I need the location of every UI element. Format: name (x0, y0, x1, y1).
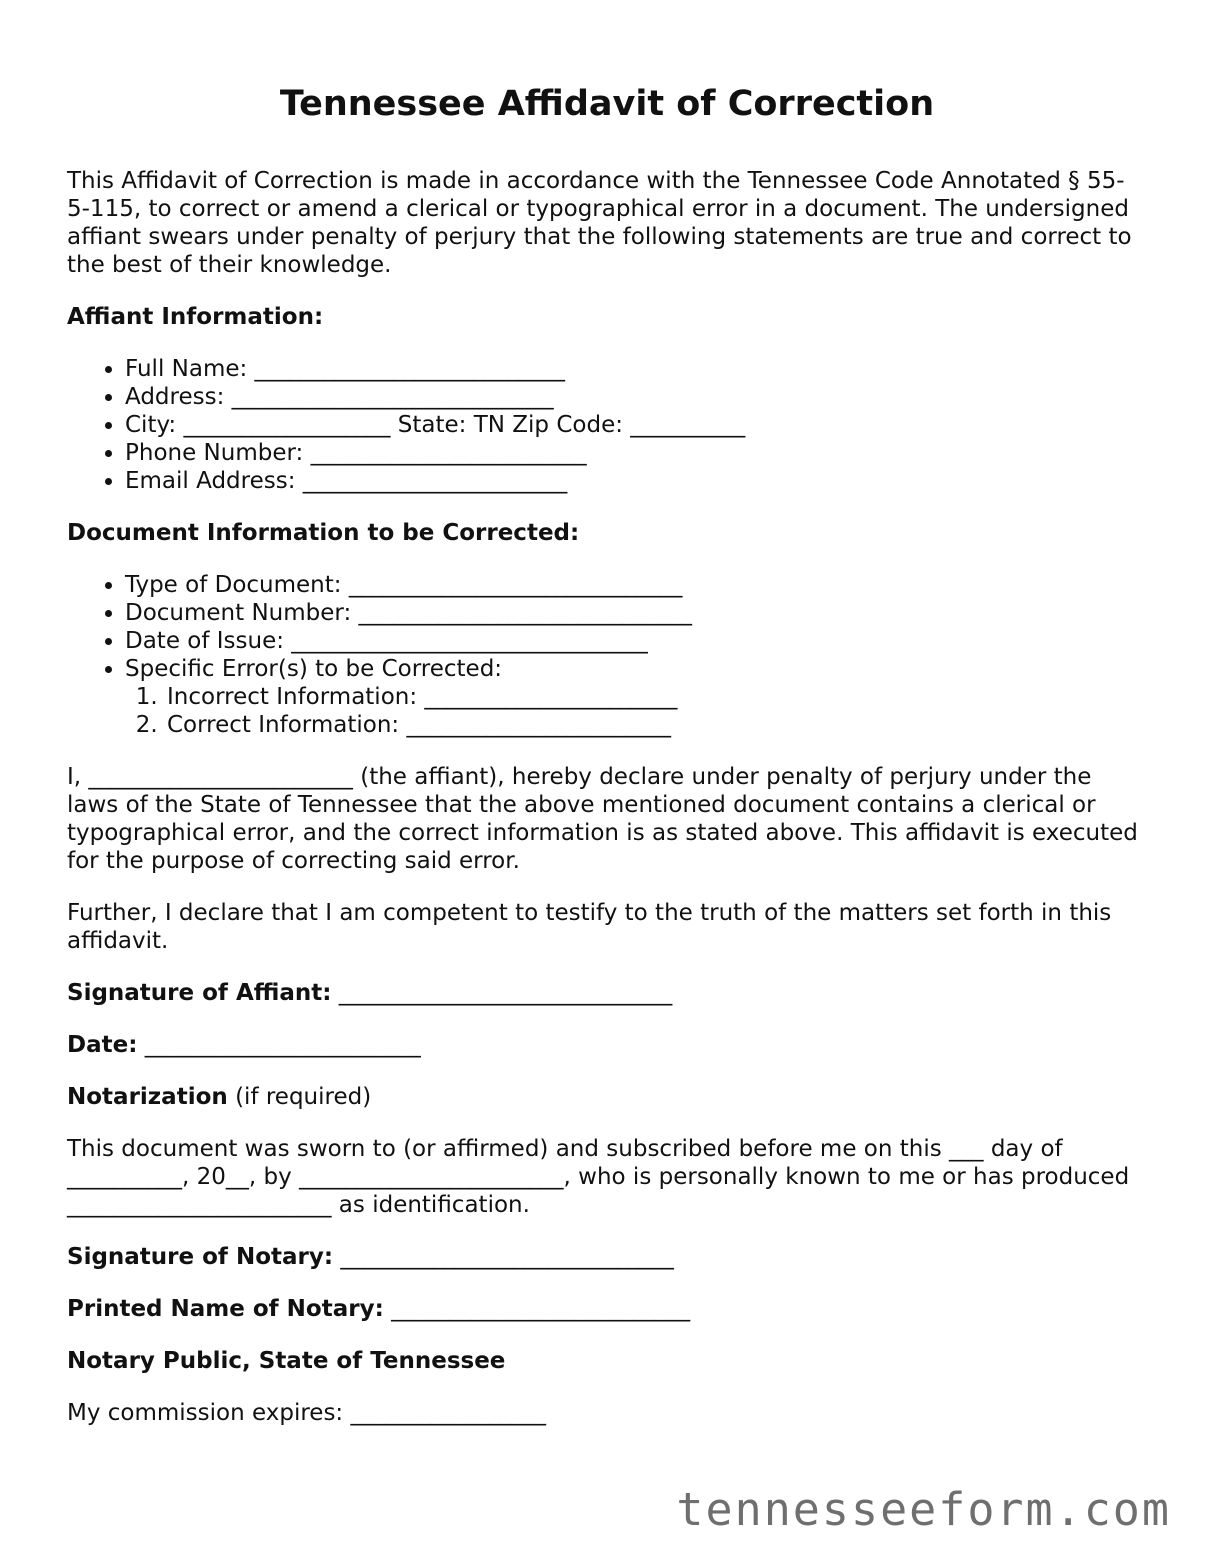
specific-errors-label: Specific Error(s) to be Corrected: (125, 656, 503, 682)
city-state-zip-field[interactable]: • City: __________________ State: TN Zip Code: __________ (125, 411, 1147, 439)
notary-paragraph[interactable]: This document was sworn to (or affirmed) and subscribed before me on this ___ day of __________, 20__, by _______________________, who is personally known to me or has produced _______________________ as identification. (67, 1136, 1130, 1218)
notary-signature-label: Signature of Notary: (67, 1244, 334, 1270)
notarization-heading (67, 1083, 1147, 1111)
full-name-field[interactable]: • Full Name: ___________________________ (125, 355, 1147, 383)
notarization-note: (if required) (227, 1084, 372, 1110)
watermark: tennesseeform.com (676, 1483, 1171, 1536)
date-blank[interactable]: ________________________ (137, 1032, 421, 1058)
notary-public-heading: Notary Public, State of Tennessee (67, 1348, 506, 1374)
document-info-list (67, 571, 1147, 739)
document-type-field[interactable]: • Type of Document: _____________________________ (125, 571, 1147, 599)
notary-printed-name-line[interactable] (67, 1295, 1147, 1323)
page-title: Tennessee Affidavit of Correction (279, 84, 935, 124)
address-field[interactable]: • Address: ____________________________ (125, 383, 1147, 411)
correct-information-field[interactable]: 2. Correct Information: _______________________ (165, 711, 1147, 739)
notary-printed-name-label: Printed Name of Notary: (67, 1296, 384, 1322)
email-address-field[interactable]: • Email Address: _______________________ (125, 467, 1147, 495)
incorrect-information-field[interactable]: 1. Incorrect Information: ______________________ (165, 683, 1147, 711)
date-label: Date: (67, 1032, 138, 1058)
commission-expires-line[interactable]: My commission expires: _________________ (67, 1400, 546, 1426)
affiant-signature-blank[interactable]: _____________________________ (331, 980, 673, 1006)
specific-errors-item (125, 655, 1147, 739)
errors-sublist (125, 683, 1147, 739)
document-section-heading: Document Information to be Corrected: (67, 520, 580, 546)
intro-paragraph: This Affidavit of Correction is made in accordance with the Tennessee Code Annotated § 55-5-115, to correct or amend a clerical or typographical error in a document. The undersigned affiant swears under penalty of perjury that the following statements are true and correct to the best of their knowledge. (67, 168, 1132, 278)
notarization-label: Notarization (67, 1084, 228, 1110)
document-number-field[interactable]: • Document Number: _____________________________ (125, 599, 1147, 627)
declaration-paragraph: I, _______________________ (the affiant), hereby declare under penalty of perjury under the laws of the State of Tennessee that the above mentioned document contains a clerical or typographical error, and the correct information is as stated above. This affidavit is executed for the purpose of correcting said error. (67, 764, 1138, 874)
notary-signature-line[interactable] (67, 1243, 1147, 1271)
notary-printed-name-blank[interactable]: __________________________ (383, 1296, 691, 1322)
affiant-section-heading: Affiant Information: (67, 304, 324, 330)
affiant-signature-label: Signature of Affiant: (67, 980, 332, 1006)
date-line[interactable] (67, 1031, 1147, 1059)
phone-number-field[interactable]: • Phone Number: ________________________ (125, 439, 1147, 467)
affiant-signature-line[interactable] (67, 979, 1147, 1007)
competency-paragraph: Further, I declare that I am competent to testify to the truth of the matters set forth in this affidavit. (67, 900, 1112, 954)
date-of-issue-field[interactable]: • Date of Issue: _______________________________ (125, 627, 1147, 655)
notary-signature-blank[interactable]: _____________________________ (333, 1244, 674, 1270)
affiant-info-list (67, 355, 1147, 495)
affidavit-page (67, 82, 1147, 1451)
